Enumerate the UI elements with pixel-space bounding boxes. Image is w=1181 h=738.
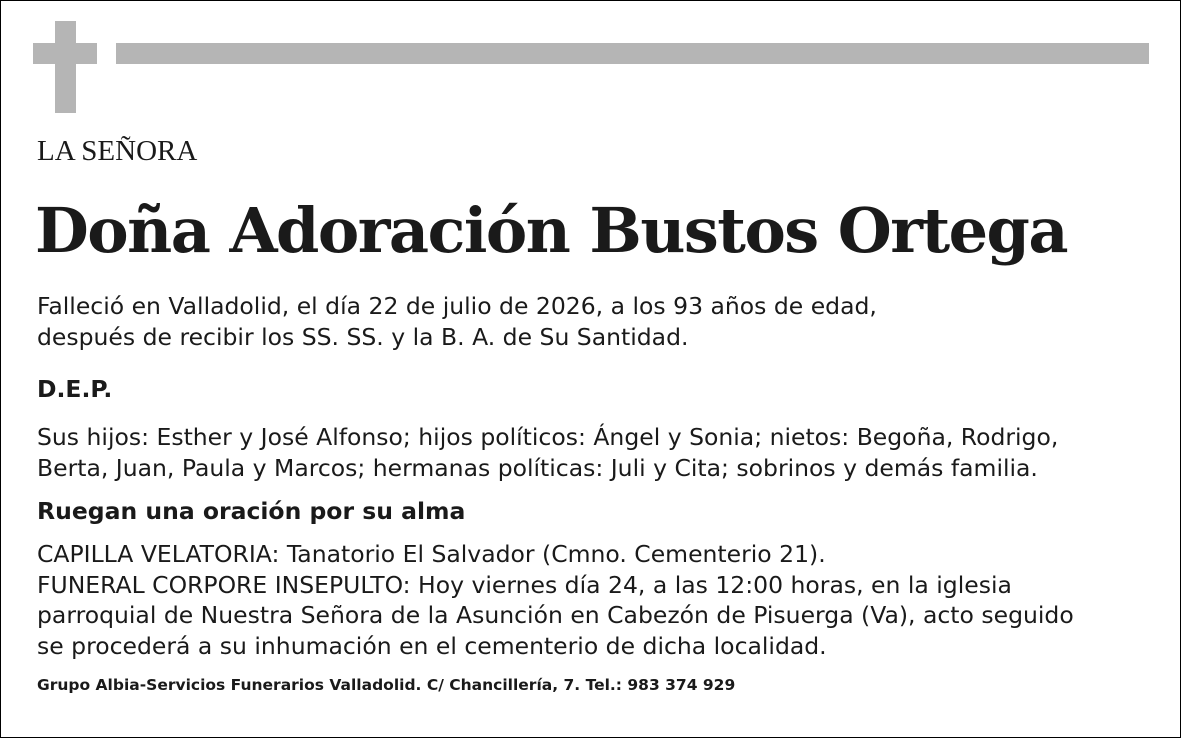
death-line: Falleció en Valladolid, el día 22 de julio de 2026, a los 93 años de edad,	[37, 292, 877, 320]
service-line: CAPILLA VELATORIA: Tanatorio El Salvador (Cmno. Cementerio 21).	[37, 540, 826, 568]
death-line: después de recibir los SS. SS. y la B. A. de Su Santidad.	[37, 322, 689, 351]
cross-vertical-bar	[55, 21, 76, 113]
top-rule	[116, 43, 1149, 64]
family-line: Sus hijos: Esther y José Alfonso; hijos políticos: Ángel y Sonia; nietos: Begoña, Rodrigo,	[37, 423, 1059, 451]
service-line: FUNERAL CORPORE INSEPULTO: Hoy viernes día 24, a las 12:00 horas, en la iglesia	[37, 570, 1012, 599]
funeral-home-footer: Grupo Albia-Servicios Funerarios Valladolid. C/ Chancillería, 7. Tel.: 983 374 929	[37, 676, 736, 694]
service-line: parroquial de Nuestra Señora de la Asunción en Cabezón de Pisuerga (Va), acto seguido	[37, 601, 1074, 629]
family-list	[37, 422, 1058, 483]
family-line: Berta, Juan, Paula y Marcos; hermanas políticas: Juli y Cita; sobrinos y demás familia.	[37, 453, 1038, 482]
service-details	[37, 539, 1074, 661]
service-line: se procederá a su inhumación en el cementerio de dicha localidad.	[37, 631, 827, 660]
deceased-name: Doña Adoración Bustos Ortega	[35, 194, 1068, 267]
death-announcement	[37, 291, 877, 352]
prayer-request: Ruegan una oración por su alma	[37, 497, 466, 525]
honorific: LA SEÑORA	[37, 135, 198, 167]
dep-heading: D.E.P.	[37, 375, 113, 403]
cross-horizontal-bar	[33, 43, 97, 64]
